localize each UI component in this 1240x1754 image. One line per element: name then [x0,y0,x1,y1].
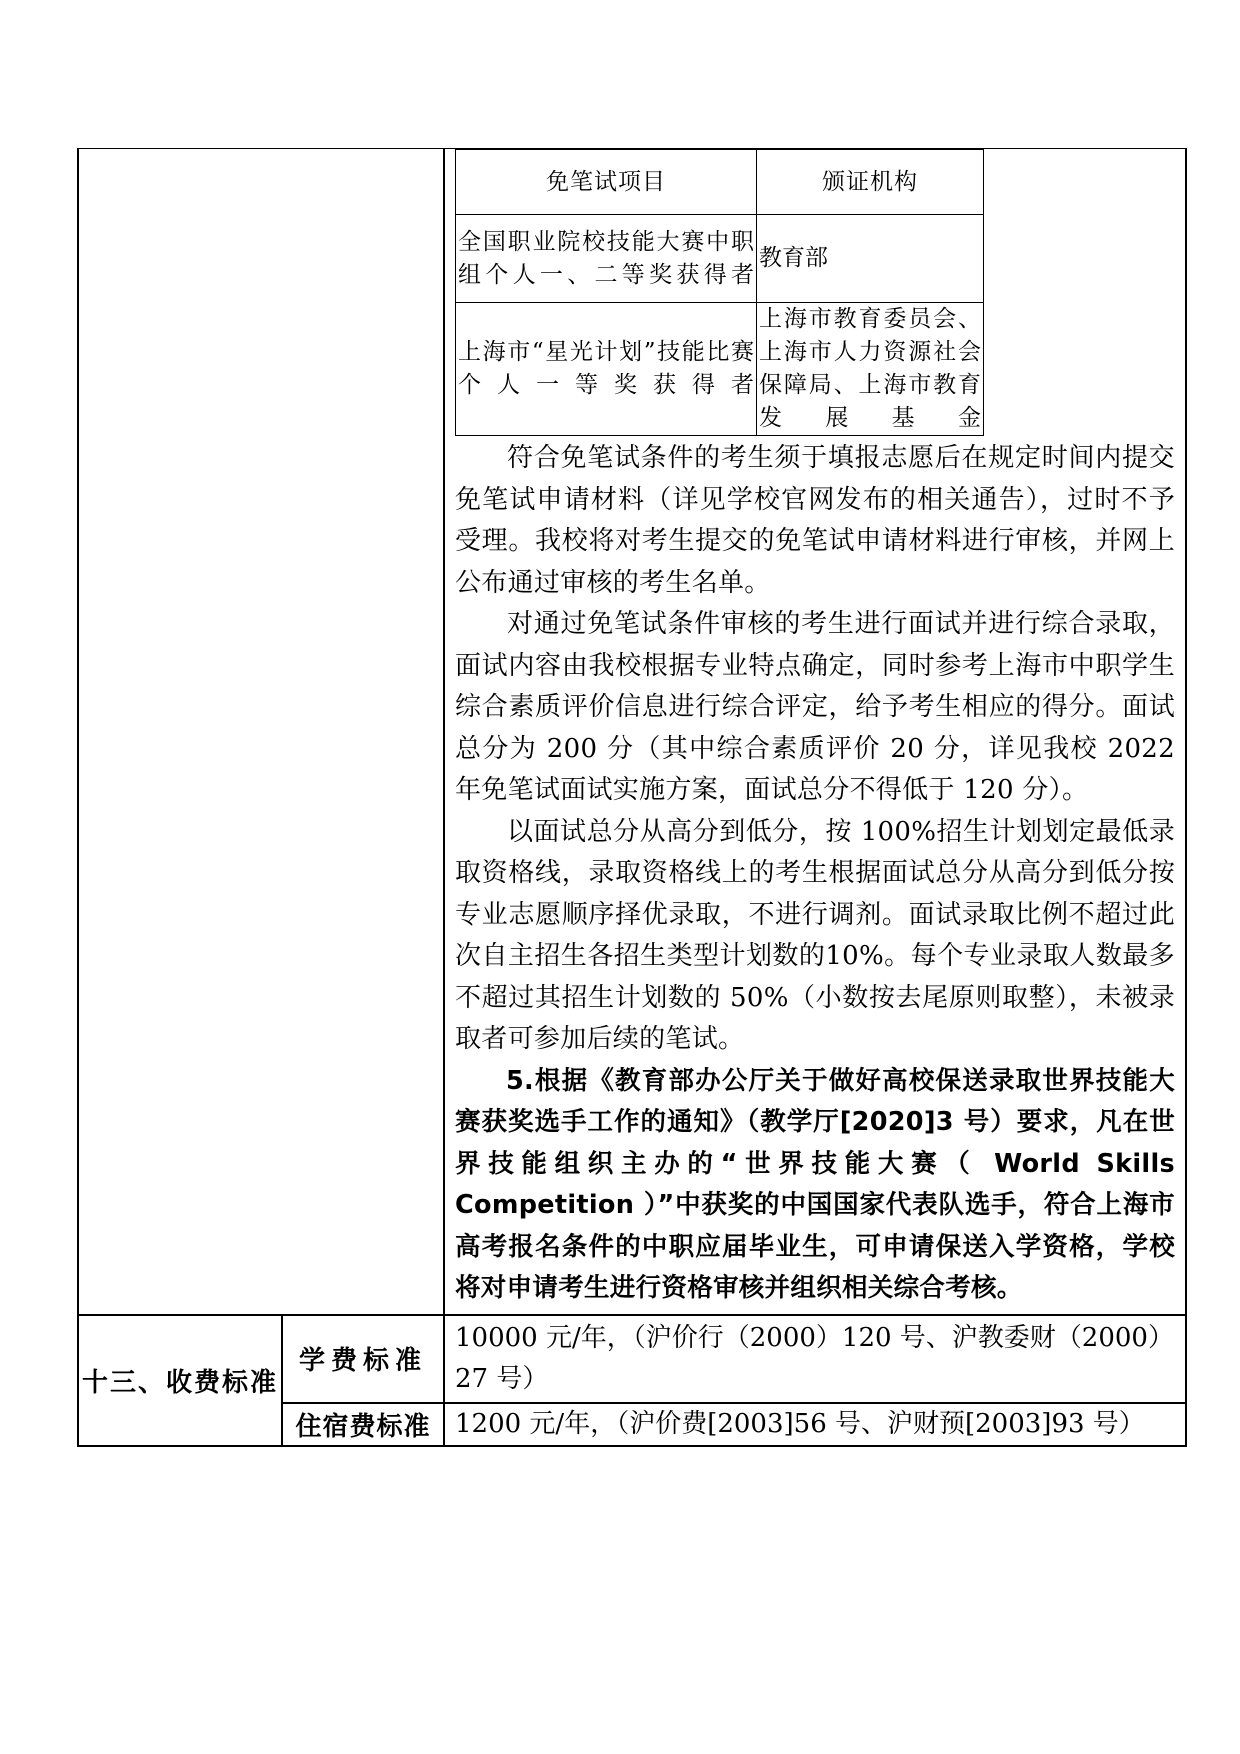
tuition-label: 学费标准 [282,1315,444,1403]
exempt-header-item: 免笔试项目 [456,150,757,215]
main-table [77,148,1187,1447]
dorm-value: 1200 元/年，（沪价费[2003]56 号、沪财预[2003]93 号） [444,1403,1186,1446]
paragraph: 以面试总分从高分到低分，按 100%招生计划划定最低录取资格线，录取资格线上的考生根据面试总分从高分到低分按专业志愿顺序择优录取，不进行调剂。面试录取比例不超过此次自主招生各招生类型计划数的10%。每个专业录取人数最多不超过其招生计划数的 50%（小数按去尾原则取整），未被录取者可参加后续的笔试。 [455,816,1175,1054]
tuition-value: 10000 元/年，（沪价行（2000）120 号、沪教委财（2000）27 号） [444,1315,1186,1403]
exempt-row-item: 全国职业院校技能大赛中职组个人一、二等奖获得者 [456,215,757,303]
dorm-label: 住宿费标准 [282,1403,444,1446]
paragraph: 符合免笔试条件的考生须于填报志愿后在规定时间内提交免笔试申请材料（详见学校官网发布的相关通告），过时不予受理。我校将对考生提交的免笔试申请材料进行审核，并网上公布通过审核的考生名单。 [455,443,1175,598]
exempt-table [455,149,984,436]
paragraph: 对通过免笔试条件审核的考生进行面试并进行综合录取，面试内容由我校根据专业特点确定，同时参考上海市中职学生综合素质评价信息进行综合评定，给予考生相应的得分。面试总分为 200 分（其中综合素质评价 20 分，详见我校 2022 年免笔试面试实施方案，面试总分不得低于 120 分）。 [455,609,1175,805]
exempt-row-issuer: 上海市教育委员会、上海市人力资源社会保障局、上海市教育发展基金 [757,303,984,436]
empty-left-cell [78,149,444,1315]
exempt-row-item: 上海市“星光计划”技能比赛个人一等奖获得者 [456,303,757,436]
fee-section-title: 十三、收费标准 [78,1315,282,1446]
content-cell [444,149,1186,1315]
exempt-header-issuer: 颁证机构 [757,150,984,215]
exempt-row-issuer: 教育部 [757,215,984,303]
bold-paragraph: 5.根据《教育部办公厅关于做好高校保送录取世界技能大赛获奖选手工作的通知》（教学厅[2020]3 号）要求，凡在世界技能组织主办的“世界技能大赛（ World Skills Competition ）”中获奖的中国国家代表队选手，符合上海市高考报名条件的中职应届毕业生，可申请保送入学资格，学校将对申请考生进行资格审核并组织相关综合考核。 [455,1065,1175,1303]
